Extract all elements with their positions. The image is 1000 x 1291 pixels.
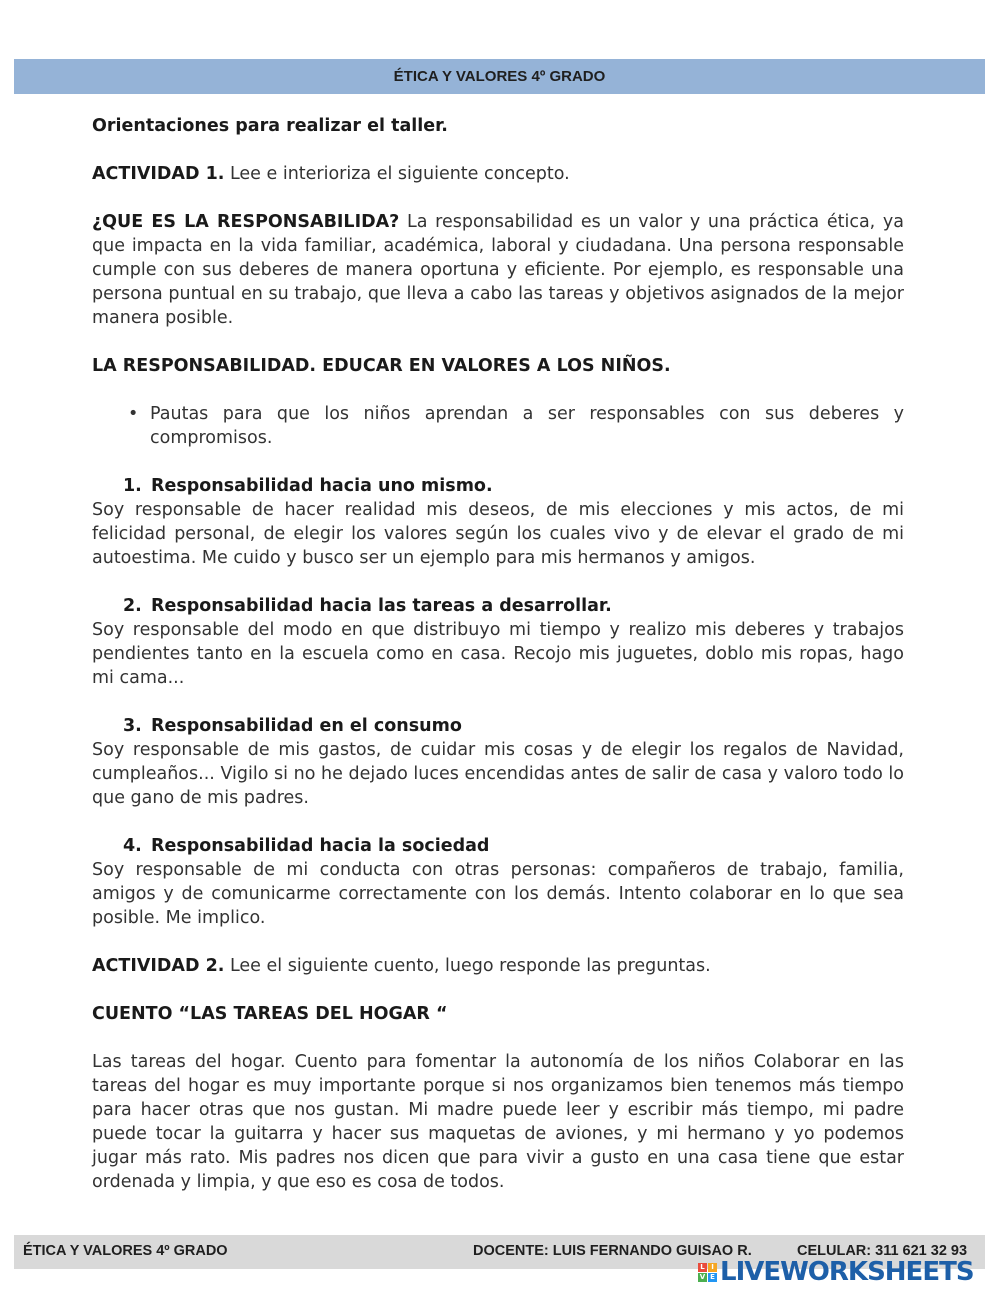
footer-subject: ÉTICA Y VALORES 4º GRADO: [23, 1243, 228, 1259]
item-title: Responsabilidad en el consumo: [151, 716, 462, 736]
story-text: Las tareas del hogar. Cuento para fomentar la autonomía de los niños Colaborar en las tareas del hogar es muy importante porque si nos organizamos bien tenemos más tiempo para hacer otras que nos gustan. Mi madre puede leer y escribir más tiempo, mi padre puede tocar la guitarra y hacer sus maquetas de aviones, y mi hermano y yo podemos jugar más rato. Mis padres nos dicen que para vivir a gusto en una casa tiene que estar ordenada y limpia, y que eso es cosa de todos.: [92, 1052, 904, 1192]
concept-paragraph: [92, 210, 904, 330]
story-title: CUENTO “LAS TAREAS DEL HOGAR “: [92, 1004, 448, 1024]
item-number: 4.: [123, 836, 142, 856]
intro-title: Orientaciones para realizar el taller.: [92, 116, 448, 136]
item-title: Responsabilidad hacia la sociedad: [151, 836, 490, 856]
activity2-label: ACTIVIDAD 2.: [92, 956, 225, 976]
item-2-heading: [92, 594, 904, 618]
activity2-text: Lee el siguiente cuento, luego responde las preguntas.: [224, 956, 711, 976]
item-title: Responsabilidad hacia las tareas a desarrollar.: [151, 596, 612, 616]
concept-text: La responsabilidad es un valor y una práctica ética, ya que impacta en la vida familiar, académica, laboral y ciudadana. Una persona responsable cumple con sus deberes de manera oportuna y eficiente. Por ejemplo, es responsable una persona puntual en su trabajo, que lleva a cabo las tareas y objetivos asignados de la mejor manera posible.: [92, 212, 904, 328]
item-1-text: Soy responsable de hacer realidad mis deseos, de mis elecciones y mis actos, de mi felicidad personal, de elegir los valores según los cuales vivo y de elevar el grado de mi autoestima. Me cuido y busco ser un ejemplo para mis hermanos y amigos.: [92, 500, 904, 568]
footer-teacher: DOCENTE: LUIS FERNANDO GUISAO R.: [473, 1243, 752, 1259]
footer-phone: CELULAR: 311 621 32 93: [797, 1243, 968, 1259]
liveworksheets-logo: [698, 1256, 974, 1288]
item-number: 3.: [123, 716, 142, 736]
header-band: [14, 59, 985, 94]
item-number: 1.: [123, 476, 142, 496]
bullet-text: Pautas para que los niños aprendan a ser responsables con sus deberes y compromisos.: [150, 404, 904, 448]
liveworksheets-text: LIVEWORKSHEETS: [720, 1257, 974, 1287]
activity2-paragraph: [92, 954, 904, 978]
item-number: 2.: [123, 596, 142, 616]
item-3-heading: [92, 714, 904, 738]
item-1-heading: [92, 474, 904, 498]
activity1-text: Lee e interioriza el siguiente concepto.: [224, 164, 570, 184]
bullet-icon: •: [128, 404, 139, 424]
liveworksheets-mark-icon: L I V E: [698, 1263, 717, 1282]
worksheet-body: [92, 114, 904, 1194]
item-2-text: Soy responsable del modo en que distribuyo mi tiempo y realizo mis deberes y trabajos pendientes tanto en la escuela como en casa. Recojo mis juguetes, doblo mis ropas, hago mi cama...: [92, 620, 904, 688]
header-title: ÉTICA Y VALORES 4º GRADO: [393, 68, 606, 85]
concept-question: ¿QUE ES LA RESPONSABILIDA?: [92, 212, 400, 232]
activity1-label: ACTIVIDAD 1.: [92, 164, 225, 184]
item-3-text: Soy responsable de mis gastos, de cuidar mis cosas y de elegir los regalos de Navidad, cumpleaños... Vigilo si no he dejado luces encendidas antes de salir de casa y valoro todo lo que gano de mis padres.: [92, 740, 904, 808]
activity1-paragraph: [92, 162, 904, 186]
item-4-heading: [92, 834, 904, 858]
bullet-item: [92, 402, 904, 450]
item-4-text: Soy responsable de mi conducta con otras personas: compañeros de trabajo, familia, amigos y de comunicarme correctamente con los demás. Intento colaborar en lo que sea posible. Me implico.: [92, 860, 904, 928]
section-title: LA RESPONSABILIDAD. EDUCAR EN VALORES A LOS NIÑOS.: [92, 356, 671, 376]
item-title: Responsabilidad hacia uno mismo.: [151, 476, 493, 496]
